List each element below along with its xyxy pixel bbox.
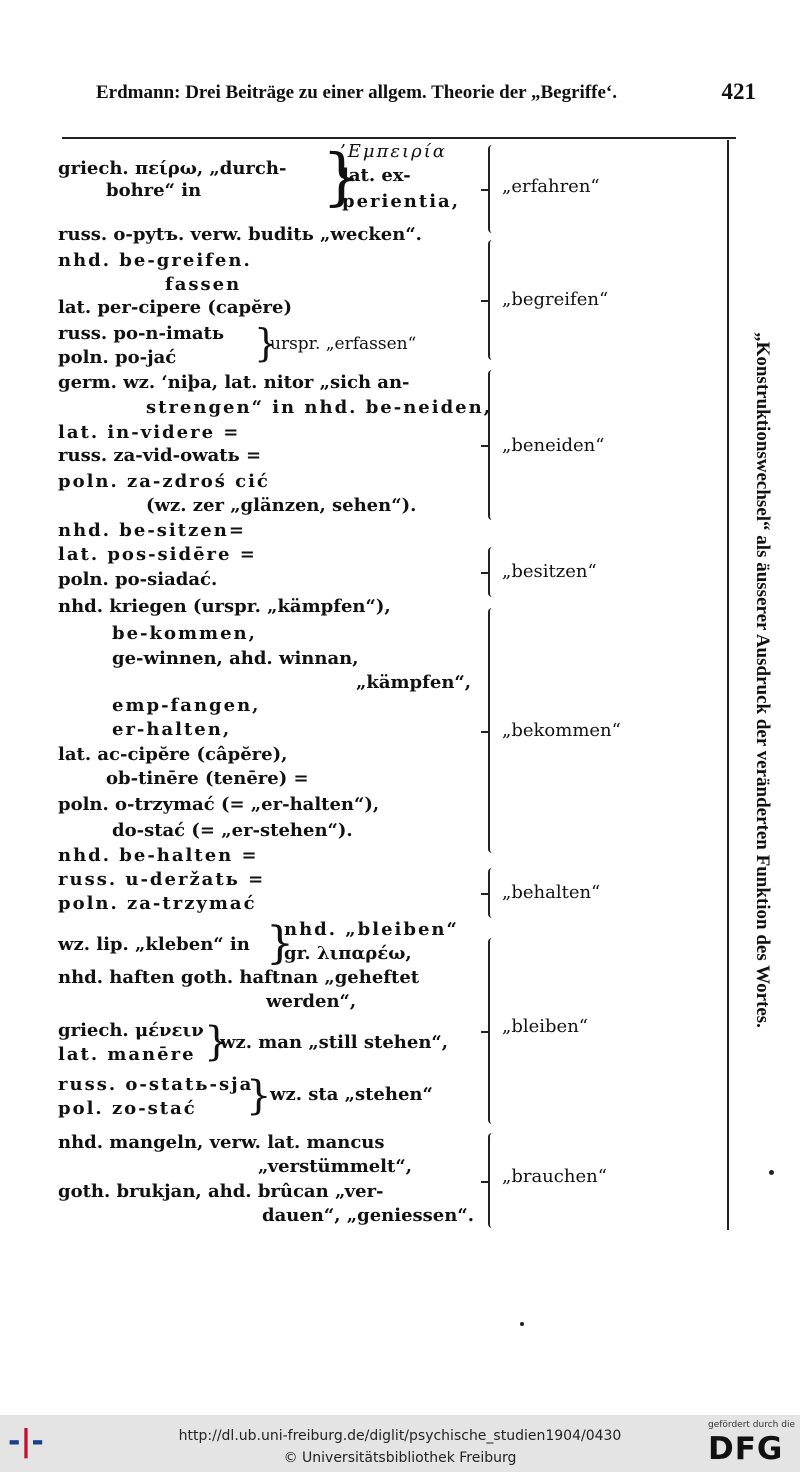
side-rule — [727, 140, 729, 1230]
entry-line: russ. po-n-imatь — [58, 323, 225, 344]
brace: } — [204, 1019, 230, 1065]
entry-line: dauen“, „geniessen“. — [262, 1205, 474, 1226]
library-logo: -|- — [8, 1424, 44, 1459]
entry-line: nhd. haften goth. haftnan „geheftet — [58, 967, 420, 988]
meaning-brauchen: „brauchen“ — [502, 1166, 607, 1187]
entry-line: strengen“ in nhd. be-neiden, — [146, 397, 492, 418]
meaning-bekommen: „bekommen“ — [502, 720, 621, 741]
entry-line: russ. o-pytъ. verw. buditь „wecken“. — [58, 224, 422, 245]
meaning-beneiden: „beneiden“ — [502, 435, 605, 456]
ink-dot — [520, 1322, 524, 1326]
brace: } — [266, 918, 294, 969]
entry-line: germ. wz. ‘niþa, lat. nitor „sich an- — [58, 372, 410, 393]
entry-line: emp-fangen, — [112, 695, 261, 716]
running-header — [96, 79, 766, 104]
side-title: „Konstruktionswechsel“ als äusserer Ausdruck der veränderten Funktion des Wortes. — [752, 332, 773, 1028]
page-number: 421 — [721, 79, 756, 104]
meaning-besitzen: „besitzen“ — [502, 561, 597, 582]
entry-line: do-stać (= „er-stehen“). — [112, 820, 353, 841]
entry-line: fassen — [165, 274, 242, 295]
entry-line: nhd. kriegen (urspr. „kämpfen“), — [58, 596, 391, 617]
entry-line: ge-winnen, ahd. winnan, — [112, 648, 359, 669]
meaning-begreifen: „begreifen“ — [502, 289, 609, 310]
entry-line: poln. za-zdroś cić — [58, 471, 270, 492]
entry-line: „verstümmelt“, — [258, 1156, 412, 1177]
entry-line: wz. lip. „kleben“ in — [58, 934, 250, 955]
entry-line: goth. brukjan, ahd. brûcan „ver- — [58, 1181, 384, 1202]
entry-line: poln. po-siadać. — [58, 569, 218, 590]
entry-line: poln. o-trzymać (= „er-halten“), — [58, 794, 380, 815]
entry-line: „kämpfen“, — [356, 672, 472, 693]
meaning-erfahren: „erfahren“ — [502, 176, 600, 197]
entry-line: griech. μένειν — [58, 1020, 204, 1041]
meaning-behalten: „behalten“ — [502, 882, 601, 903]
copyright: © Universitätsbibliothek Freiburg — [283, 1450, 517, 1466]
entry-line: lat. in-videre = — [58, 422, 241, 443]
entry-line: bohre“ in — [106, 180, 202, 201]
entry-line: be-kommen, — [112, 623, 257, 644]
entry-line: ob-tinēre (tenēre) = — [106, 768, 309, 789]
entry-line: gr. λιπαρέω, — [284, 943, 412, 964]
group-brace — [488, 608, 496, 853]
group-brace — [488, 547, 496, 597]
brace: } — [322, 140, 362, 213]
meaning-bleiben: „bleiben“ — [502, 1016, 588, 1037]
entry-line: wz. sta „stehen“ — [270, 1084, 433, 1105]
entry-line: werden“, — [266, 991, 357, 1012]
entry-line: urspr. „erfassen“ — [270, 334, 417, 354]
group-brace — [488, 145, 496, 233]
entry-line: nhd. be-halten = — [58, 845, 259, 866]
entry-line: russ. za-vid-owatь = — [58, 445, 262, 466]
entry-line: lat. pos-sidēre = — [58, 544, 257, 565]
entry-line: russ. o-statь-sja — [58, 1074, 254, 1095]
entry-line: poln. po-jać — [58, 347, 177, 368]
header-rule — [62, 137, 736, 139]
entry-line: nhd. mangeln, verw. lat. mancus — [58, 1132, 385, 1153]
dfg-logo: DFG — [708, 1431, 784, 1467]
brace: } — [254, 321, 279, 365]
entry-line: pol. zo-stać — [58, 1098, 197, 1119]
group-brace — [488, 868, 496, 918]
funding-note: gefördert durch die — [708, 1420, 795, 1430]
entry-line: lat. ex- — [342, 165, 411, 186]
entry-line: ’Εμπειρία — [340, 141, 447, 162]
entry-line: lat. manēre — [58, 1044, 196, 1065]
brace: } — [246, 1073, 272, 1119]
entry-line: lat. per-cipere (capĕre) — [58, 297, 293, 318]
entry-line: er-halten, — [112, 719, 232, 740]
group-brace — [488, 1133, 496, 1228]
entry-line: poln. za-trzymać — [58, 893, 257, 914]
entry-line: perientia, — [342, 191, 460, 212]
group-brace — [488, 240, 496, 360]
entry-line: griech. πείρω, „durch- — [58, 158, 287, 179]
source-url[interactable]: http://dl.ub.uni-freiburg.de/diglit/psychische_studien1904/0430 — [178, 1428, 622, 1444]
group-brace — [488, 370, 496, 520]
entry-line: wz. man „still stehen“, — [220, 1032, 449, 1053]
group-brace — [488, 938, 496, 1124]
entry-line: lat. ac-cipĕre (câpĕre), — [58, 744, 288, 765]
entry-line: nhd. „bleiben“ — [284, 919, 459, 940]
entry-line: nhd. be-greifen. — [58, 250, 252, 271]
header-title: Erdmann: Drei Beiträge zu einer allgem. Theorie der „Begriffe‘. — [96, 82, 617, 103]
entry-line: (wz. zer „glänzen, sehen“). — [146, 495, 417, 516]
entry-line: nhd. be-sitzen= — [58, 520, 246, 541]
ink-dot — [769, 1170, 774, 1175]
entry-line: russ. u-deržatь = — [58, 869, 266, 890]
